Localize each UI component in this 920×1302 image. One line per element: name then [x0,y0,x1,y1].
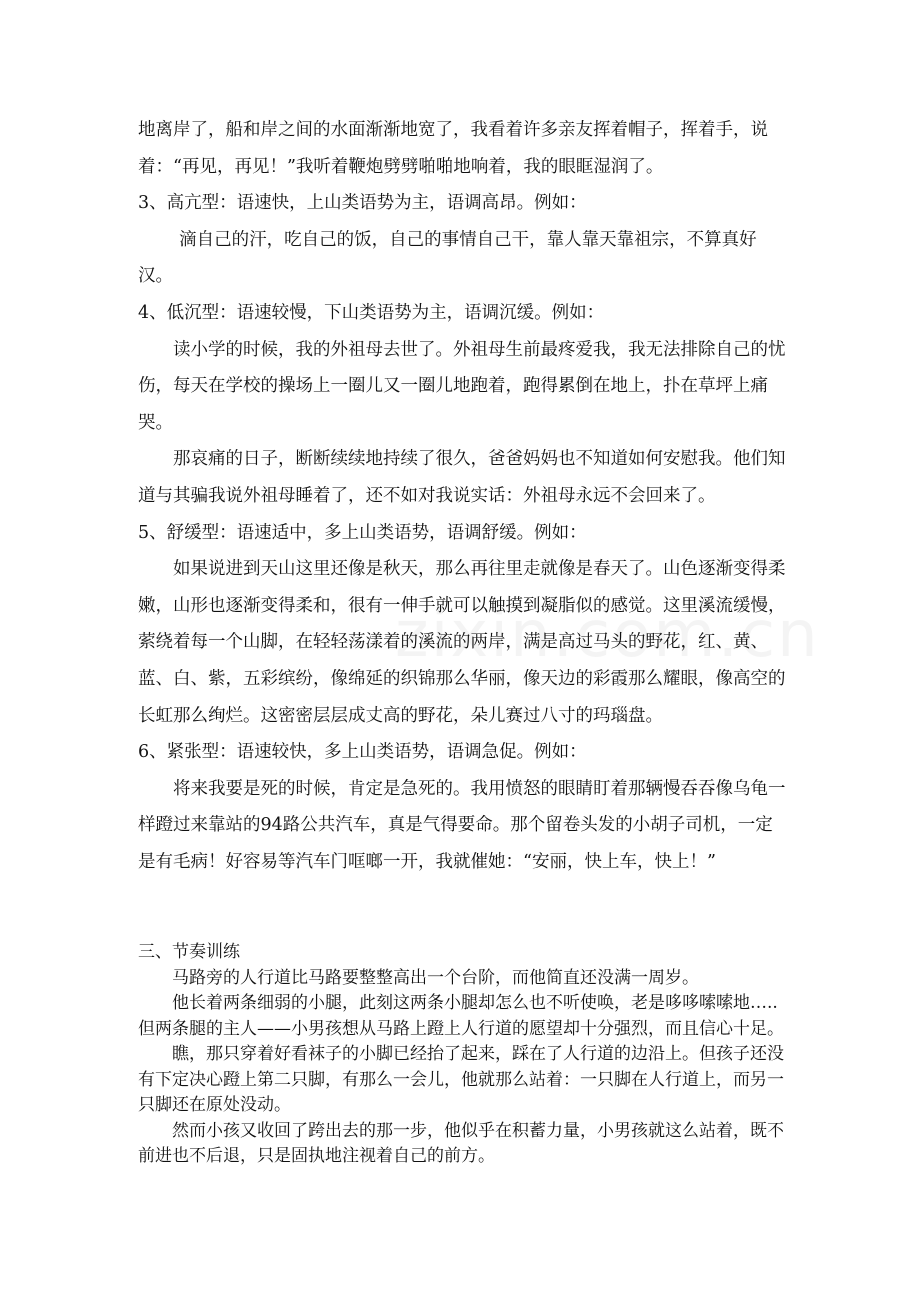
training-paragraph: 马路旁的人行道比马路要整整高出一个台阶，而他简直还没满一周岁。 [172,967,699,988]
heading-tense-type: 6、紧张型：语速较快，多上山类语势，语调急促。例如： [138,742,587,763]
section-heading-rhythm-training: 三、节奏训练 [138,942,240,962]
paragraph-continuation: 地离岸了，船和岸之间的水面渐渐地宽了，我看着许多亲友挥着帽子，挥着手，说着：“再见，再见！”我听着鞭炮劈劈啪啪地响着，我的眼眶湿润了。 [138,120,768,177]
training-paragraph: 他长着两条细弱的小腿，此刻这两条小腿却怎么也不听使唤，老是哆哆嗦嗦地…..但两条腿的主人——小男孩想从马路上蹬上人行道的愿望却十分强烈，而且信心十足。 [138,993,784,1039]
example-paragraph: 将来我要是死的时候，肯定是急死的。我用愤怒的眼睛盯着那辆慢吞吞像乌龟一样蹬过来靠站的94路公共汽车，真是气得要命。那个留卷头发的小胡子司机，一定是有毛病！好容易等汽车门哐啷一开，我就催她：“安丽，快上车，快上！” [138,778,786,872]
lower-section [138,940,788,1170]
heading-relaxed-type: 5、舒缓型：语速适中，多上山类语势，语调舒缓。例如： [138,522,587,543]
heading-low-deep-type: 4、低沉型：语速较慢，下山类语势为主，语调沉缓。例如： [138,302,605,323]
example-paragraph: 那哀痛的日子，断断续续地持续了很久，爸爸妈妈也不知道如何安慰我。他们知道与其骗我说外祖母睡着了，还不如对我说实话：外祖母永远不会回来了。 [138,449,786,506]
training-paragraph: 然而小孩又收回了跨出去的那一步，他似乎在积蓄力量，小男孩就这么站着，既不前进也不后退，只是固执地注视着自己的前方。 [138,1120,784,1166]
example-paragraph: 读小学的时候，我的外祖母去世了。外祖母生前最疼爱我，我无法排除自己的忧伤，每天在学校的操场上一圈儿又一圈儿地跑着，跑得累倒在地上，扑在草坪上痛哭。 [138,339,786,433]
upper-section [138,112,788,880]
example-paragraph: 滴自己的汗，吃自己的饭，自己的事情自己干，靠人靠天靠祖宗，不算真好汉。 [138,229,757,287]
training-paragraph: 瞧，那只穿着好看袜子的小脚已经抬了起来，踩在了人行道的边沿上。但孩子还没有下定决心蹬上第二只脚，有那么一会儿，他就那么站着：一只脚在人行道上，而另一只脚还在原处没动。 [138,1044,784,1115]
example-paragraph: 如果说进到天山这里还像是秋天，那么再往里走就像是春天了。山色逐渐变得柔嫩，山形也逐渐变得柔和，很有一伸手就可以触摸到凝脂似的感觉。这里溪流缓慢，萦绕着每一个山脚，在轻轻荡漾着的溪流的两岸，满是高过马头的野花，红、黄、蓝、白、紫，五彩缤纷，像绵延的织锦那么华丽，像天边的彩霞那么耀眼，像高空的长虹那么绚烂。这密密层层成丈高的野花，朵儿赛过八寸的玛瑙盘。 [138,559,786,726]
heading-high-pitch-type: 3、高亢型：语速快，上山类语势为主，语调高昂。例如： [138,193,587,214]
